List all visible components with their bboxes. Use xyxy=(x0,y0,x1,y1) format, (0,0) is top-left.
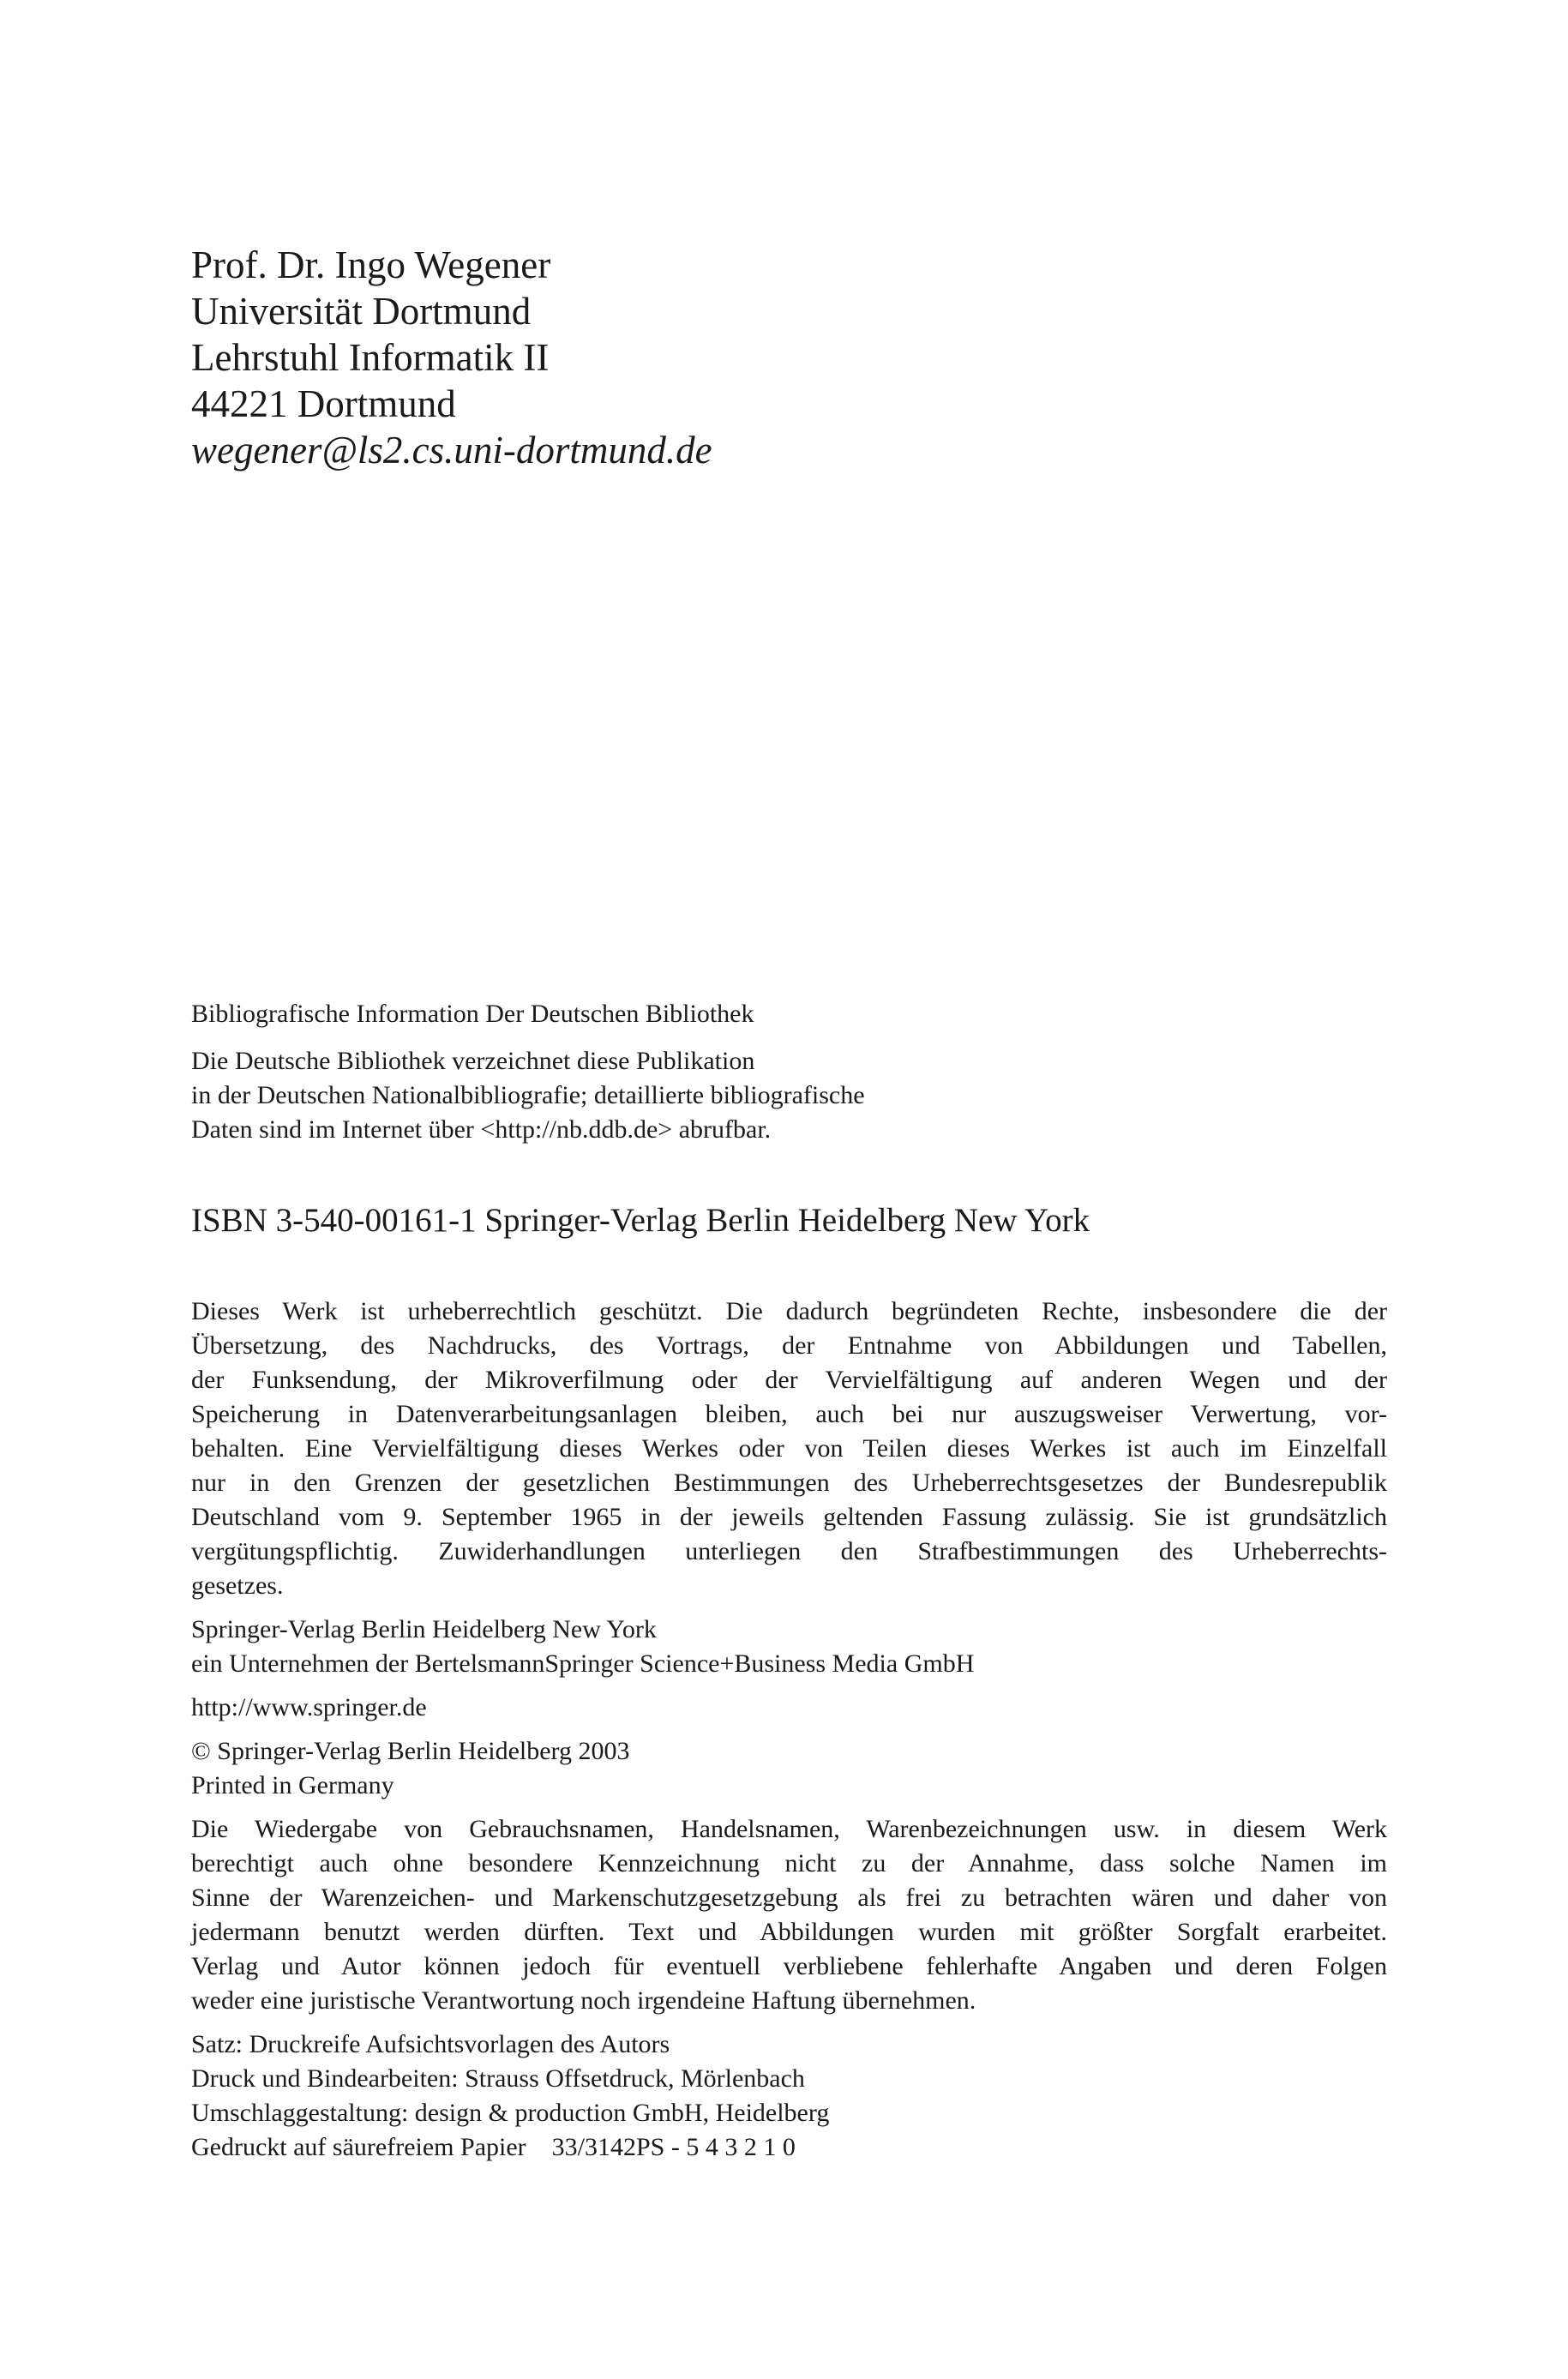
publisher-info xyxy=(191,1613,1387,1681)
copyright-notice-line: der Funksendung, der Mikroverfilmung oder der Vervielfältigung auf anderen Wegen und der xyxy=(191,1366,1387,1394)
copyright-notice-line: vergütungspflichtig. Zuwiderhandlungen unterliegen den Strafbestimmungen des Urheberrechts- xyxy=(191,1537,1387,1565)
printing-credit: Druck und Bindearbeiten: Strauss Offsetdruck, Mörlenbach xyxy=(191,2064,805,2093)
author-name: Prof. Dr. Ingo Wegener xyxy=(191,243,551,286)
paper-line xyxy=(191,2130,1387,2165)
trademark-notice-line: berechtigt auch ohne besondere Kennzeichnung nicht zu der Annahme, dass solche Namen im xyxy=(191,1849,1387,1877)
copyright-notice-line: nur in den Grenzen der gesetzlichen Bestimmungen des Urheberrechtsgesetzes der Bundesrepublik xyxy=(191,1469,1387,1497)
copyright-notice-line: behalten. Eine Vervielfältigung dieses Werkes oder von Teilen dieses Werkes ist auch im Einzelfall xyxy=(191,1434,1387,1463)
print-code: 33/3142PS - 5 4 3 2 1 0 xyxy=(551,2133,796,2161)
copyright-notice-line: Dieses Werk ist urheberrechtlich geschützt. Die dadurch begründeten Rechte, insbesondere die der xyxy=(191,1297,1387,1325)
bibliographic-information xyxy=(191,997,1387,1147)
author-city: 44221 Dortmund xyxy=(191,382,456,425)
copyright-notice xyxy=(191,1295,1387,1603)
author-email[interactable]: wegener@ls2.cs.uni-dortmund.de xyxy=(191,429,712,472)
copyright-notice-line: Deutschland vom 9. September 1965 in der jeweils geltenden Fassung zulässig. Sie ist grundsätzlich xyxy=(191,1503,1387,1531)
production-credits xyxy=(191,2028,1387,2165)
copyright-notice-line: Speicherung in Datenverarbeitungsanlagen bleiben, auch bei nur auszugsweiser Verwertung, vor- xyxy=(191,1400,1387,1428)
publisher-url-block xyxy=(191,1691,1387,1725)
isbn-line: ISBN 3-540-00161-1 Springer-Verlag Berlin Heidelberg New York xyxy=(191,1202,1090,1239)
bibliographic-line: in der Deutschen Nationalbibliografie; detaillierte bibliografische xyxy=(191,1081,865,1109)
bibliographic-line: Daten sind im Internet über <http://nb.ddb.de> abrufbar. xyxy=(191,1115,772,1144)
copyright-notice-line: Übersetzung, des Nachdrucks, des Vortrags, der Entnahme von Abbildungen und Tabellen, xyxy=(191,1331,1387,1360)
trademark-notice xyxy=(191,1812,1387,2018)
author-university: Universität Dortmund xyxy=(191,290,532,333)
bibliographic-line: Die Deutsche Bibliothek verzeichnet diese Publikation xyxy=(191,1047,755,1075)
publisher-parent: ein Unternehmen der BertelsmannSpringer Science+Business Media GmbH xyxy=(191,1649,975,1678)
printed-in: Printed in Germany xyxy=(191,1771,394,1799)
trademark-notice-line: weder eine juristische Verantwortung noch irgendeine Haftung übernehmen. xyxy=(191,1986,976,2015)
bibliographic-heading: Bibliografische Information Der Deutschen Bibliothek xyxy=(191,1000,754,1028)
legal-notices xyxy=(191,1295,1387,2174)
trademark-notice-line: jedermann benutzt werden dürften. Text und Abbildungen wurden mit größter Sorgfalt erarbeitet. xyxy=(191,1918,1387,1946)
copyright-block xyxy=(191,1734,1387,1803)
cover-credit: Umschlaggestaltung: design & production GmbH, Heidelberg xyxy=(191,2099,830,2127)
publisher-url[interactable]: http://www.springer.de xyxy=(191,1693,427,1721)
typesetting-credit: Satz: Druckreife Aufsichtsvorlagen des Autors xyxy=(191,2030,670,2058)
author-address-block xyxy=(191,242,1387,473)
copyright-notice-line: gesetzes. xyxy=(191,1571,284,1600)
trademark-notice-line: Verlag und Autor können jedoch für eventuell verbliebene fehlerhafte Angaben und deren Folgen xyxy=(191,1952,1387,1980)
trademark-notice-line: Sinne der Warenzeichen- und Markenschutzgesetzgebung als frei zu betrachten wären und daher von xyxy=(191,1883,1387,1912)
trademark-notice-line: Die Wiedergabe von Gebrauchsnamen, Handelsnamen, Warenbezeichnungen usw. in diesem Werk xyxy=(191,1815,1387,1843)
copyright-line: © Springer-Verlag Berlin Heidelberg 2003 xyxy=(191,1737,630,1765)
author-chair: Lehrstuhl Informatik II xyxy=(191,336,550,379)
publisher-name: Springer-Verlag Berlin Heidelberg New York xyxy=(191,1615,657,1643)
paper-note: Gedruckt auf säurefreiem Papier xyxy=(191,2133,526,2161)
